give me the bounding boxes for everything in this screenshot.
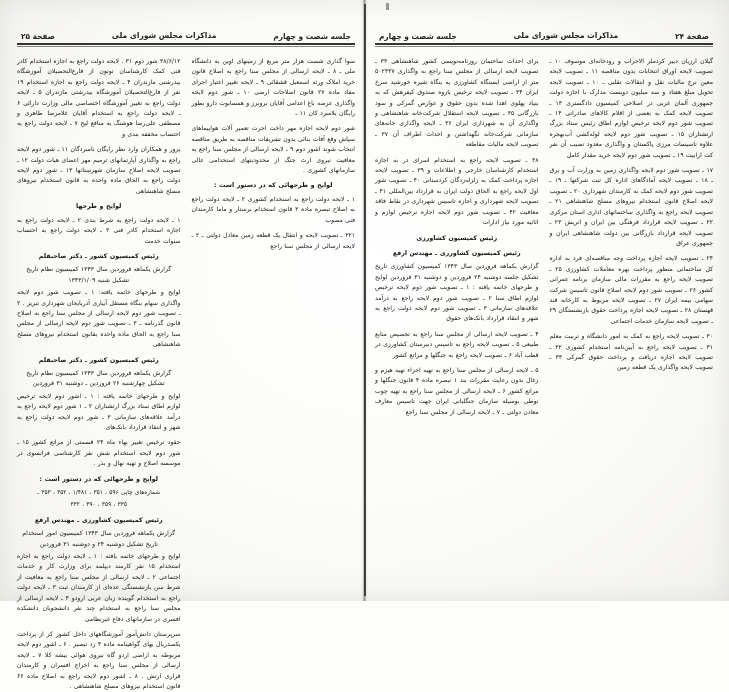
section-heading: رئیس کمیسیون کشاورزی ـ مهندس ارفع xyxy=(34,516,163,524)
page-right-header-rule-thin xyxy=(375,46,713,47)
paragraph: پرور و همکاران وارد نظر رایگان نامبردگان ۱۱ ـ شور دوم لایحه راجع به واگذاری آپارتمانهای ترمیم مهر اعضای هیات دولت ۱۲ ـ تصویب لایحه اصلاح سازمان شهرستانها ۱۳ ـ شور دوم لایحه دولت راجع به الحاق ماده واحده به قانون استخدام نیروهای مسلح شاهنشاهی xyxy=(17,146,181,195)
page-right xyxy=(365,0,729,601)
paragraph: گیلان ارزیان دبیر کردملر الاحزاب و رودخانه‌ای موسوف ۱۰ ـ تصویب لایحه اوراق انتخابات بدون مناقصه ۱۱ ـ تصویب لایحه معین نرخ مالیات نقل و انتقالات تقلبی ـ ۱۰ ـ تصویب لایحه تحویل مبلغ هفتاد و سه میلیون دویست مدارک با اجازه دولت جمهوری آلمان غربی در اصلاحی کمیسیون دادگستری ۱۳ ـ تصویب لایحه کمک به بعضی از اقلام کالاهای صادراتی ۱۴ ـ تصویب شور دوم لایحه ترخیص لوازم اطاق رئیس ستاد بزرگ ارتشتاران ۱۵ ـ تصویب شور دوم لایحه لوله‌کشی آب‌بهجره علاوه تاسیسات مرزی پاکستان و واگذاری معدود نصیب آن نفر کت ارابیت ۱۹ ـ تصویب شور دوم لایحه خرید مقدار کامل xyxy=(549,58,713,159)
page-left-header-rule-thick xyxy=(17,43,355,45)
section-heading: لوایح و طرحها xyxy=(76,203,122,211)
page-left-header xyxy=(17,24,355,50)
page-right-columns xyxy=(375,57,713,597)
page-left xyxy=(1,0,365,690)
page-right-column-left xyxy=(375,57,539,597)
paragraph: سوا گذاری شصت هزار متر مربع از زمینهای اوین به دانشگاه ملی ـ ۸ ـ لایحه ارسالی از مجلس سنا راجع به اصلاح قانون خرید املاک ورثه اسمعیل قشقائی ۹ ـ لایحه تغییر اعتبار اجرای مفاد ماده ۲۷ قانون اصلاحات ارضی ۱۰ ـ شور دوم لایحه واگذاری عرصه باغ اعدامی آقایان بروبرز و همسایوت دارو بطور رایگان بلامبرد کان ۱۱ ـ xyxy=(191,58,355,118)
section-heading: رئیس کمیسیون کشاورزی ـ مهندس ارفع xyxy=(392,249,521,257)
paragraph: لوایح و طرحهای خاتمه یافته : ۱ ـ لایحه دولت راجع به اجازه استخدام ۱۵ نفر کارمند دیپلمه برای وزارت کار و خدمات اجتماعی ۲ ـ لایحه ارسالی از مجلس سنا راجع به معافیت از شرط سن بازنشستگی عده‌ای از کارمندان ثبت ۳ ـ لایحه دولت راجع به استخدام گوینده زبان عربی ارودو ۴ ـ لایحه ارسالی از مجلس سنا راجع به استخدام چند نفر دانشجویان دانشکده افسری در سازمانهای دفاع غیرنظامی xyxy=(17,553,181,623)
paragraph: شور دوم لایحه اجازه مهر داخت اجرت تعمیر آلات هواپیماهای سپاش وقع آفات بنائی بدون تشریفات مناقصه به طریق مناقصه انتخاب شوند اشور دوم ۹ ـ لایحه ارسالی از مجلس سنا راجع به معافیت نیروی ارث جنگ از محدودیتهای استخدامی عالی سازمانهای کشوری . xyxy=(191,125,356,175)
printed-numbers-line: شماره‌های چاپی ۵۹۶ ، ۳۵۱ ، ۱/۴۸۱ ، ۳۵۲ ، ۳۵۳ ـ xyxy=(37,490,161,497)
paragraph: سرپرستان دانش‌آموز آموزشگاههای داخل کشور کز از پرداخت یکصدریال بهای گواهینامه ماده ۴ رد تبصیر . ۶ ـ اشور دوم لایحه مربوطه به اراضی اردو گاه نیروی هوائی بیشه کلا ۷ ـ لایحه ارسالی از مجلس سنا راجع به اخراج افسران و کارمندان فراری ارتش . ۸ ـ اشور دوم لایحه راجع به اصلاح ماده ۶۶ قانون استخدام نیروهای مسلح شاهنشاهی . xyxy=(17,630,181,690)
page-right-session-label: جلسه شصت و چهارم xyxy=(379,31,457,41)
scan-artifact-mark xyxy=(386,3,389,10)
section-heading: رئیس کمیسیون کشاورزی xyxy=(416,234,498,242)
page-right-header xyxy=(375,24,713,50)
page-left-page-number: صفحة ۲۵ xyxy=(21,31,55,41)
paragraph: لوایح و طرحهای خاتمه یافته : ۱ ـ اشور دوم لایحه ترخیص لوازم اطاق ستاد بزرگ ارتشتاران ۲ ـ ۱ شور دوم لایحه راجع به درآمد علاقه‌های سازمانی ۳ ـ شور دوم لایحه دولت راجع به شهر و انتقاد قرارداد بانک‌های xyxy=(17,392,181,431)
paragraph: ۵ ـ لایحه ارسالی از مجلس سنا راجع به تهیه اجزاء تهیه هیزم و زغال بدون رعایت مقررات بند ۱ تبصره ماده ۴ قانون جنگلها و مراتع کشور ۶ ـ لایحه ارسالی از مجلس سنا راجع به تهیه چوب نوظی بوسیله سازمان جنگلبانی ایران جهت تاسیس معارف معادن دولتی ـ ۷ ـ لایحه ارسالی از مجلس سنا راجع xyxy=(375,366,539,416)
section-heading: رئیس کمیسیون کشور ـ دکتر صاحبقلم xyxy=(38,252,159,260)
page-right-column-right xyxy=(550,57,714,597)
page-left-columns xyxy=(17,57,356,690)
paragraph: لوایح و طرحهای خاتمه یافته: ۱ ـ تصویب شور دوم لایحه واگذاری سهام بنگاه مستقل آبیاری آذربایجان شهرداری تبریز . ۲ ـ تصویب شور دوم لایحه ارسالی از مجلس سنا راجع به اصلاح قانون گذرنامه ـ ۳ ـ تصویب شور دوم لایحه ارسالی از مجلس سنا راجع به الحاق ماده واحده بقانون استخدام نیروهای مسلح شاهنشاهی xyxy=(17,289,181,349)
page-right-header-rule-thick xyxy=(375,43,713,45)
paragraph: ۲۴ ـ تصویب لایحه اجازه پرداخت وجه مناقصه‌ای فرد به اداره کل ساختمانی منظور پرداخت بهره معاملات کشاورزی ۲۵ ـ تصویب لایحه راجع به مقررات مالی سازمان برنامه عمرانی کشور ۲۶ ـ تصویب شور دوم لایحه اصلاح قانون تاسیس شرکت سهامی بیمه ایران ۲۷ ـ تصویب لایحه مربوط به کارخانه قند قهستان ۲۸ ـ تصویب لایحه اجازه پرداخت حقوق بازنشستگان ۲۹ ـ تصویب لایحه سازمان خدمات اجتماعی xyxy=(549,255,714,325)
page-left-column-right xyxy=(192,57,356,597)
page-right-page-number: صفحة ۲۴ xyxy=(675,31,709,41)
page-right-publication-title: مذاکرات مجلس شورای ملی xyxy=(513,31,619,41)
paragraph: گزارش یکماهه فروردین سال ۱۳۴۳ کمیسیون امور استخدام تاریخ تشکیل دوشنبه ۲۴ و دوشنبه ۳۱ فروردین xyxy=(22,530,176,548)
page-left-publication-title: مذاکرات مجلس شورای ملی xyxy=(111,31,217,41)
paragraph: ۳۸ ـ تصویب لایحه راجع به استخدام اسرای در به اجازه استخدام کارشناسان خارجی و اطلاعات و ۳۹ ـ تصویب لایحه اجازه پرداخت کمک به زلزله‌زدگان کردستانی ۴۰ ـ تصویب شور اول لایحه راجع به الحاق دولت ایران به قرارداد بین‌المللی ۴۱ ـ تصویب لایحه شهرداری و اجازه تاسیس شهرداری در نقاط فاقد معافیت ۴۲ ـ تصویب شور دوم لایحه اجازه ترخیص لوازم و اثاثیه مورد نیاز ادارات xyxy=(375,156,539,227)
section-heading: لوایح و طرحهائی که در دستور است : xyxy=(213,182,333,190)
page-left-session-label: جلسه شصت و چهارم xyxy=(273,31,351,41)
paragraph: گزارش یکماهه فروردین سال ۱۳۴۳ کمیسیون نظام تاریخ تشکیل شنبه ۱۳۴۳/۱/۰۹ xyxy=(26,266,172,284)
paragraph: ۳۰ ـ تصویب لایحه راجع به کمک به امور دانشگاه و تربیت معلم ۳۱ ـ تصویب لایحه راجع به آیین‌نامه استخدام کشوری ۳۲ ـ تصویب لایحه اجازه دریافت و پرداخت حقوق گمرکی ۳۳ ـ تصویب لایحه واگذاری یک قطعه زمین xyxy=(549,333,714,372)
paragraph: ۳۲۱ ـ تصویب لایحه و انتقال یک قطعه زمین معادل دولتی ـ ۲ ـ لایحه ارسالی از مجلس سنا راجع xyxy=(191,232,356,250)
printed-numbers-line: ۳۳۵ ، ۳۵۹ ، ۳۹۰ ، ۳۳۲ xyxy=(70,502,127,509)
paragraph: گزارش یکماهه فروردین سال ۱۳۴۳ کمیسیون نظام تاریخ تشکیل چهارشنبه ۲۶ فروردین ـ دوشنبه ۳۱ فروردین xyxy=(26,369,172,388)
paragraph: ۱ ـ لایحه دولت راجع به استخدام کشوری ۲ ـ لایحه دولت راجع به اصلاح تبصره ماده ۳ قانون استخدام برستار و ماما کارمندان فنی مصوب xyxy=(191,195,355,224)
paragraph: حقود ترخیص تغییر بهاء ماه ۲۴ قسمتی از مراتع کشور ۱۵ ـ شور دوم لایحه استخدام شش نفر کارشناسی فرانسوی در موسسه اصلاح و تهیه نهال و بذر . xyxy=(17,439,181,468)
paragraph: ۴ ـ تصویب لایحه ارسالی از مجلس سنا راجع به تخصیص منابع طبیعی ۵ ـ تصویب لایحه راجع به تاسیس دبیرستان کشاورزی در قطب آباد ۶ ـ تصویب لایحه راجع به جنگلها و مراتع کشور xyxy=(375,330,539,359)
page-left-header-rule-thin xyxy=(17,46,355,47)
section-heading: رئیس کمیسیون کشور ـ دکتر صاحبقلم xyxy=(38,356,159,364)
section-heading: لوایح و طرحهائی که در دستور است : xyxy=(39,475,158,483)
paragraph: ۱ ـ لایحه دولت راجع به شرط بندی ۲ ـ لایحه دولت راجع به اجازه استخدام کادر فنی ۳ ـ لایحه دولت راجع به احتساب سنوات خدمت xyxy=(17,216,181,245)
paragraph: برای احداث ساختمان روزنامه‌نویسی کشور شاهنشاهی ۳۳ ـ تصویب لایحه ارسالی از مجلس سنا راجع به واگذاری ۵۰۲۳۳۷ متر از اراضی ایستگاه کشاورزی به بنگاه شیره خورشید سرخ ایران ۳۴ ـ تصویب لایحه ترخیص بازوه صندوق کیفرهش که به بنیاد پهلوی اهدا شده بدون حقوق و عوارض گمرکی و سود بازرگانی ۳۵ ـ تصویب لایحه استقلال شرکت‌خانه شاهنشاهی و واگذاری آن به شهرداری ایران ۳۶ ـ لایحه واگذاری خانه‌های سازمانی شرکت‌خانه نگهداشتن و احداث اطراف آن ۳۷ ـ تصویب لایحه مالیات مقاطعه xyxy=(375,58,539,149)
paragraph: ۳۸/۶/۱۲ شور دوم ۳۱ . لایحه دولت راجع به اجازه استخدام کادر فنی کمک کارشناسان تونون از فارغ‌التحصیلان آموزشگاه بیدرشتی مازندران ۴ ـ لایحه دولت راجع به اجازه استخدام ۱۹ نفر از فارغ‌التحصیلان آموزشگاه بیدرشتی مازندران ۵ ـ لایحه دولت راجع به تغییر آموزشگاه اختصاصی مالی وزارت دارائی ۶ ـ لایحه دولت راجع به استخدام آقایان غلامرضا طاهری و مصطفی علی‌رضا هوشنگ به منافع لیح ۷ ـ لایحه دولت راجع به احتساب مخففه بندی و xyxy=(17,58,181,138)
paragraph: گزارش یکماهه فروردین سال ۱۳۴۳ کمیسیون کشاورزی تاریخ تشکیل جلسه دوشنبه ۲۴ فروردین و دوشنبه ۳۱ فروردین لوایح و طرحهای خاتمه یافته : ۱ ـ تصویب شور دوم لایحه ترخیص لوازم اطاق سنا ۲ ـ تصویب شور دوم لایحه راجع به درآمد علاقه‌های سازمانی ۳ ـ تصویب شور دوم لایحه دولت راجع به شهر و انتقاد قرارداد بانک‌های حقوق xyxy=(375,263,539,323)
page-left-column-left xyxy=(17,57,181,690)
paragraph: ۱۷ ـ تصویب شور دوم لایحه واگذاری زمین به وزارت آب و برق ـ ۱۸ ـ تصویب لایحه آمادگاهای اداره کل ثبت شرکتها ـ ۱۹ ـ تصویب شور دوم لایحه کمک به کارمندان شهرداری ۲۰ ـ تصویب لایحه اصلاح قانون استخدام نیروهای مسلح شاهنشاهی ۲۱ ـ تصویب لایحه راجع به واگذاری ساختمانهای اداری استان مرکزی ۲۲ ـ تصویب لایحه قرارداد فرهنگی بین ایران و اتریش ۲۳ ـ تصویب لایحه قرارداد بازرگانی بین دولت شاهنشاهی ایران و جمهوری عراق xyxy=(549,167,714,247)
